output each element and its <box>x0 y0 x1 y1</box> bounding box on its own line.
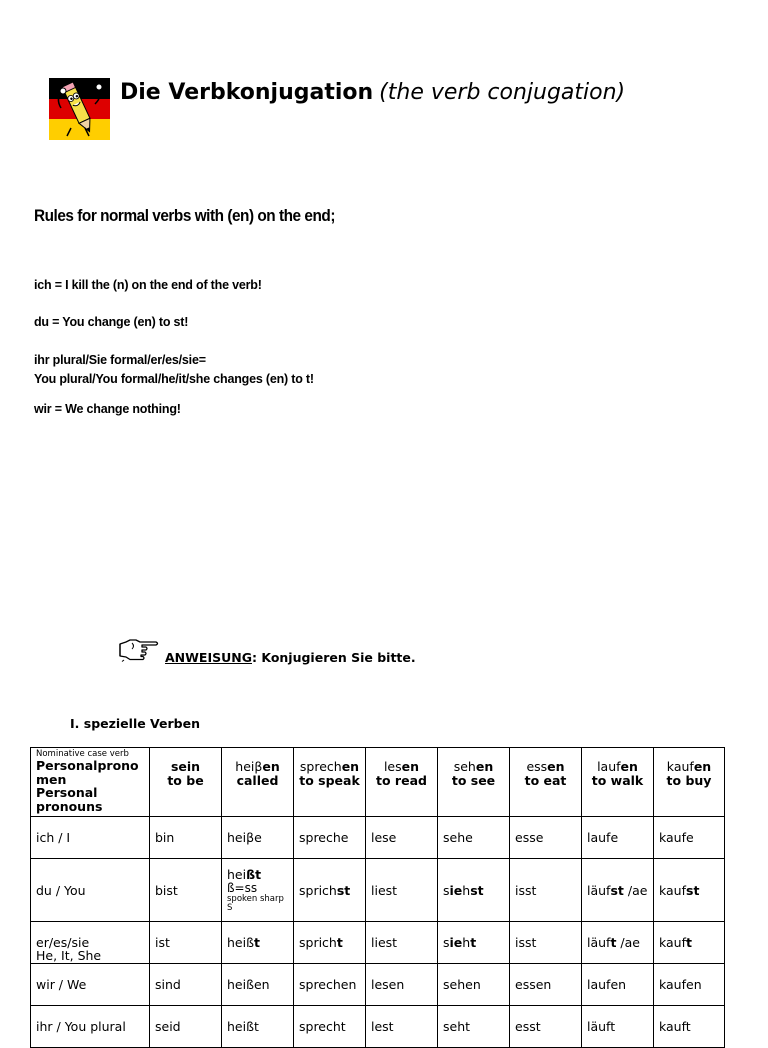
form-stem: h <box>462 935 471 950</box>
form-cell: sehe <box>438 817 510 859</box>
instruction <box>165 650 416 665</box>
header-ending: en <box>262 759 280 774</box>
pronoun-cell: du / You <box>31 859 150 922</box>
rule-ich: ich = I kill the (n) on the end of the verb! <box>34 278 262 292</box>
rules-heading: Rules for normal verbs with (en) on the end; <box>34 207 335 225</box>
form-cell: lest <box>366 1006 438 1048</box>
form-note: ß=ss <box>227 881 258 895</box>
section-title: I. spezielle Verben <box>70 716 201 731</box>
form-ending: t <box>470 935 477 950</box>
form-cell <box>294 859 366 922</box>
form-cell <box>222 859 294 922</box>
form-vowel: ie <box>449 882 463 898</box>
header-stem: les <box>383 759 402 774</box>
form-stem: läuf <box>587 882 611 898</box>
instruction-text: : Konjugieren Sie bitte. <box>252 650 416 665</box>
form-cell <box>582 922 654 964</box>
form-cell: sehen <box>438 964 510 1006</box>
form-cell: seht <box>438 1006 510 1048</box>
header-stem: kauf <box>666 759 694 774</box>
form-cell: bin <box>150 817 222 859</box>
header-heissen <box>222 748 294 817</box>
form-stem: sprich <box>299 882 337 898</box>
form-cell: kaufen <box>654 964 725 1006</box>
form-ending: t <box>253 935 260 950</box>
header-sprechen <box>294 748 366 817</box>
form-cell: heißen <box>222 964 294 1006</box>
header-ending: en <box>547 759 565 774</box>
table-row-wir <box>31 964 725 1006</box>
german-flag-pencil-icon <box>49 78 110 140</box>
form-ending: st <box>610 882 624 898</box>
page-title <box>120 80 625 105</box>
table-corner-cell <box>31 748 150 817</box>
corner-line2: men <box>36 771 67 787</box>
form-cell: sind <box>150 964 222 1006</box>
form-stem: s <box>443 882 450 898</box>
form-cell: heiβe <box>222 817 294 859</box>
form-cell: essen <box>510 964 582 1006</box>
form-ending: ßt <box>246 867 262 882</box>
form-note: /ae <box>616 935 640 950</box>
form-stem: hei <box>227 867 247 882</box>
form-stem: s <box>443 935 450 950</box>
form-cell: sprechen <box>294 964 366 1006</box>
header-english: to walk <box>591 773 644 788</box>
form-stem: h <box>462 882 471 898</box>
form-cell: liest <box>366 922 438 964</box>
form-cell: isst <box>510 859 582 922</box>
pronoun-cell <box>31 922 150 964</box>
header-stem: ess <box>526 759 548 774</box>
form-cell: ist <box>150 922 222 964</box>
header-english: to read <box>376 773 427 788</box>
form-ending: t <box>610 935 617 950</box>
pronoun-cell: wir / We <box>31 964 150 1006</box>
form-cell: esse <box>510 817 582 859</box>
header-stem: seh <box>453 759 476 774</box>
header-laufen <box>582 748 654 817</box>
header-english: to eat <box>524 773 567 788</box>
title-subtitle: (the verb conjugation) <box>379 80 626 105</box>
corner-small-label: Nominative case verb <box>36 749 129 759</box>
pronoun-english: He, It, She <box>36 948 102 963</box>
conjugation-table <box>30 747 725 1048</box>
form-stem: kauf <box>659 935 687 950</box>
form-ending: st <box>470 882 484 898</box>
corner-line4: pronouns <box>36 798 103 814</box>
header-english: called <box>236 773 279 788</box>
rule-du: du = You change (en) to st! <box>34 315 189 329</box>
form-stem: läuf <box>587 935 611 950</box>
table-row-er <box>31 922 725 964</box>
header-sehen <box>438 748 510 817</box>
form-cell <box>438 859 510 922</box>
form-cell: kaufe <box>654 817 725 859</box>
form-cell: laufe <box>582 817 654 859</box>
header-lesen <box>366 748 438 817</box>
form-ending: t <box>686 935 692 950</box>
form-cell: laufen <box>582 964 654 1006</box>
header-stem: heiβ <box>235 759 263 774</box>
form-note: /ae <box>623 882 648 898</box>
form-cell: sprecht <box>294 1006 366 1048</box>
form-note: S <box>227 903 233 913</box>
form-cell <box>654 859 725 922</box>
form-stem: sprich <box>299 935 337 950</box>
form-cell: lesen <box>366 964 438 1006</box>
header-english: to see <box>451 773 496 788</box>
form-cell: spreche <box>294 817 366 859</box>
header-kaufen <box>654 748 725 817</box>
corner-line3: Personal <box>36 785 98 800</box>
header-english: to buy <box>666 773 712 788</box>
form-cell: isst <box>510 922 582 964</box>
header-ending: en <box>401 759 420 774</box>
header-stem: sprech <box>299 759 342 774</box>
header-stem: lauf <box>597 759 621 774</box>
form-cell: bist <box>150 859 222 922</box>
form-ending: t <box>336 935 343 950</box>
form-vowel: ie <box>449 935 463 950</box>
form-cell: kauft <box>654 1006 725 1048</box>
instruction-label: ANWEISUNG <box>165 650 252 665</box>
header-english: to be <box>167 773 204 788</box>
form-cell: esst <box>510 1006 582 1048</box>
form-cell: heißt <box>222 1006 294 1048</box>
header-sein <box>150 748 222 817</box>
form-stem: kauf <box>659 882 687 898</box>
header-essen <box>510 748 582 817</box>
table-header-row <box>31 748 725 817</box>
table-row-ihr <box>31 1006 725 1048</box>
rule-wir: wir = We change nothing! <box>34 402 181 416</box>
form-ending: st <box>336 882 351 898</box>
rule-ihr-line2: You plural/You formal/he/it/she changes (en) to t! <box>34 372 314 386</box>
form-cell: lese <box>366 817 438 859</box>
header-ending: en <box>341 759 360 774</box>
form-cell: seid <box>150 1006 222 1048</box>
pronoun-german: er/es/sie <box>36 935 90 950</box>
table-row-du <box>31 859 725 922</box>
title-main: Die Verbkonjugation <box>120 80 374 105</box>
rule-ihr-line1: ihr plural/Sie formal/er/es/sie= <box>34 353 206 367</box>
pronoun-cell: ihr / You plural <box>31 1006 150 1048</box>
form-cell <box>222 922 294 964</box>
form-cell: läuft <box>582 1006 654 1048</box>
table-row-ich <box>31 817 725 859</box>
form-cell <box>654 922 725 964</box>
header-ending: en <box>475 759 494 774</box>
form-cell <box>294 922 366 964</box>
pronoun-cell: ich / I <box>31 817 150 859</box>
header-ending: en <box>620 759 638 774</box>
form-cell <box>438 922 510 964</box>
form-cell: liest <box>366 859 438 922</box>
form-note: spoken sharp <box>227 894 284 904</box>
header-verb: sein <box>170 759 201 774</box>
header-english: to speak <box>299 773 360 788</box>
form-stem: heiß <box>227 935 254 950</box>
corner-line1: Personalprono <box>36 758 139 773</box>
form-cell <box>582 859 654 922</box>
form-ending: st <box>686 882 700 898</box>
header-ending: en <box>693 759 712 774</box>
pointing-hand-icon <box>118 634 160 662</box>
